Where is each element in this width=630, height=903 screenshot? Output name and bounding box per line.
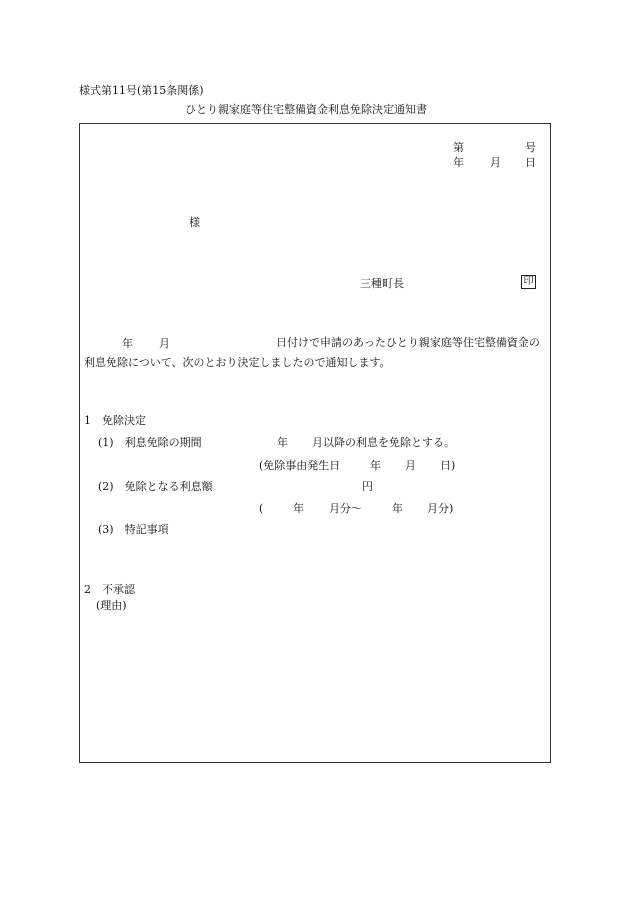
doc-number-suffix: 号 xyxy=(525,141,536,154)
seal-mark: 印 xyxy=(521,275,536,289)
body-year: 年 xyxy=(122,337,133,350)
item-2-sub-year-2: 年 xyxy=(392,502,403,515)
body-month: 月 xyxy=(159,337,170,350)
item-1-year: 年 xyxy=(277,436,288,449)
doc-date-day: 日 xyxy=(525,156,536,169)
issuer-title: 三種町長 xyxy=(360,277,404,290)
item-1-sub-year: 年 xyxy=(370,459,381,472)
item-2-sub-year-1: 年 xyxy=(293,502,304,515)
doc-date-month: 月 xyxy=(490,156,501,169)
item-1-text: 月以降の利息を免除とする。 xyxy=(312,436,455,449)
body-text: 日付けで申請のあったひとり親家庭等住宅整備資金の利息免除について、次のとおり決定しましたので通知します。 xyxy=(84,336,540,369)
item-1-sub-month: 月 xyxy=(405,459,416,472)
item-2-sub-month-2: 月分) xyxy=(427,502,454,515)
item-1-sub-day: 日) xyxy=(440,459,456,472)
item-2-sub-open: ( xyxy=(259,502,264,515)
addressee-honorific: 様 xyxy=(189,216,200,229)
item-3-label: (3) 特記事項 xyxy=(98,523,169,536)
item-2-label: (2) 免除となる利息額 xyxy=(98,480,213,493)
document-title: ひとり親家庭等住宅整備資金利息免除決定通知書 xyxy=(185,103,427,116)
section-2-heading: 2 不承認 xyxy=(84,583,135,596)
item-1-sub-open: (免除事由発生日 xyxy=(259,459,341,472)
doc-date-year: 年 xyxy=(453,156,464,169)
item-2-yen: 円 xyxy=(362,480,373,493)
form-number: 様式第11号(第15条関係) xyxy=(79,84,204,97)
item-1-label: (1) 利息免除の期間 xyxy=(98,436,202,449)
doc-number-prefix: 第 xyxy=(453,141,464,154)
section-1-heading: 1 免除決定 xyxy=(84,414,146,427)
item-2-sub-month-1: 月分～ xyxy=(329,502,362,515)
section-2-reason-label: (理由) xyxy=(96,599,127,612)
